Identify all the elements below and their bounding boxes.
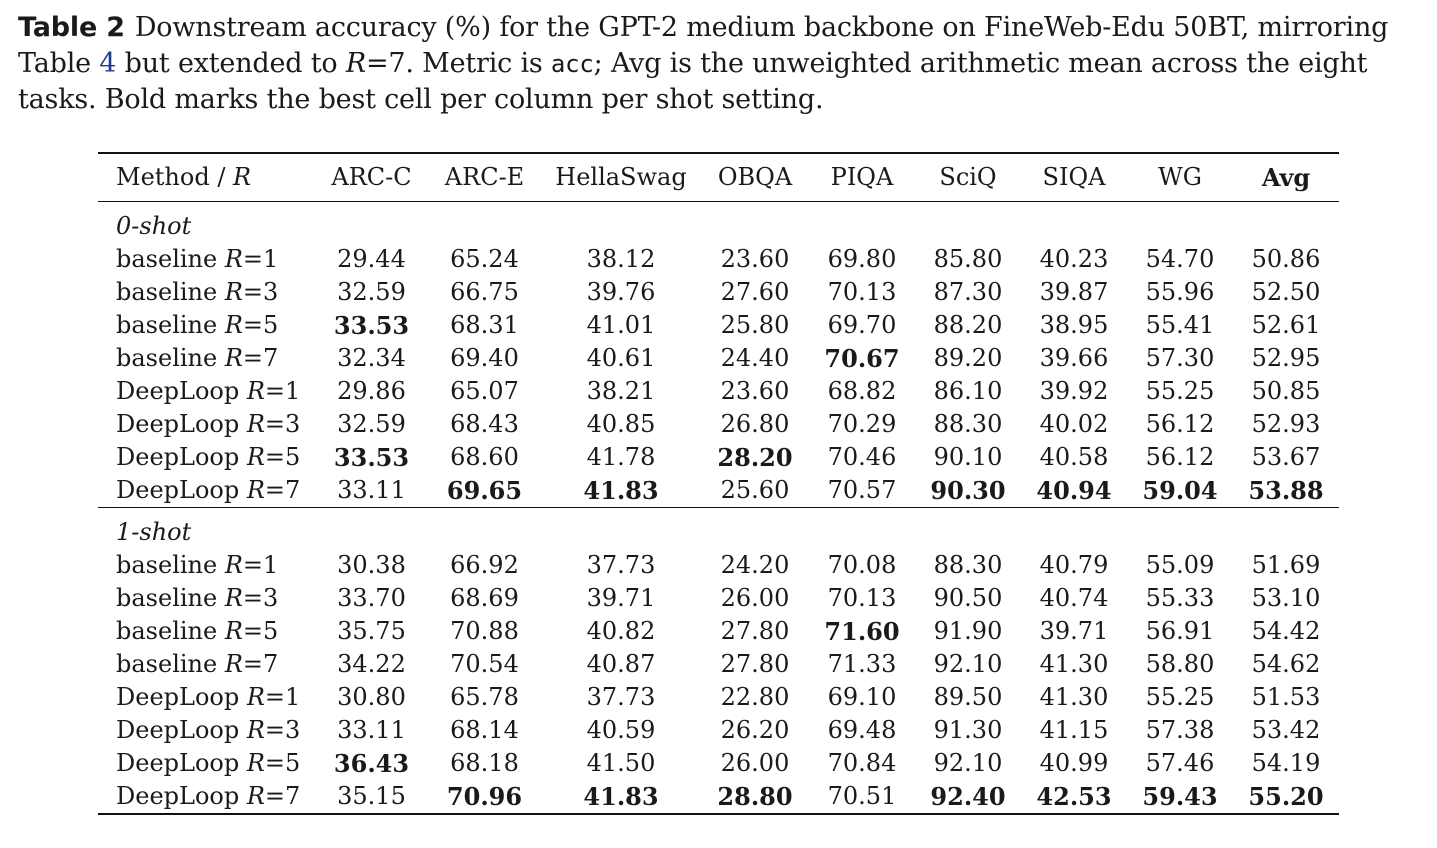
table-row (98, 342, 1339, 375)
value-cell: 23.60 (720, 244, 790, 273)
value-cell: 41.83 (583, 475, 659, 505)
value-cell: 38.95 (1039, 310, 1109, 339)
value-cell: 40.23 (1039, 244, 1109, 273)
value-cell: 92.40 (930, 781, 1006, 811)
method-r-value: =1 (264, 376, 301, 405)
value-cell: 53.67 (1251, 442, 1321, 471)
method-r-var: R (224, 343, 243, 372)
value-cell: 27.60 (720, 277, 790, 306)
method-cell (98, 474, 315, 508)
method-name: DeepLoop (116, 682, 247, 711)
value-cell: 40.87 (586, 649, 656, 678)
header-arc-e: ARC-E (444, 162, 525, 191)
method-name: DeepLoop (116, 781, 247, 810)
value-cell: 41.15 (1039, 715, 1109, 744)
method-name: baseline (116, 583, 225, 612)
value-cell: 56.91 (1145, 616, 1215, 645)
value-cell: 55.33 (1145, 583, 1215, 612)
value-cell: 65.24 (450, 244, 519, 273)
value-cell: 30.38 (337, 550, 406, 579)
method-r-var: R (224, 616, 243, 645)
value-cell: 40.85 (586, 409, 656, 438)
value-cell: 90.30 (930, 475, 1006, 505)
method-name: DeepLoop (116, 748, 247, 777)
value-cell: 32.34 (337, 343, 406, 372)
value-cell: 24.20 (720, 550, 790, 579)
header-avg: Avg (1261, 162, 1311, 192)
caption-text: Downstream accuracy (%) for the GPT-2 medium backbone on FineWeb-Edu 50BT, mirroring Table (18, 12, 1389, 79)
header-hellaswag: HellaSwag (555, 162, 687, 191)
method-name: baseline (116, 310, 225, 339)
value-cell: 70.67 (824, 343, 900, 373)
method-r-var: R (224, 277, 243, 306)
method-r-value: =1 (264, 682, 301, 711)
value-cell: 42.53 (1036, 781, 1112, 811)
method-r-value: =7 (242, 649, 279, 678)
method-r-var: R (246, 475, 265, 504)
value-cell: 54.42 (1251, 616, 1321, 645)
value-cell: 55.20 (1248, 781, 1324, 811)
header-obqa: OBQA (717, 162, 793, 191)
value-cell: 68.43 (450, 409, 519, 438)
value-cell: 38.12 (586, 244, 656, 273)
value-cell: 53.42 (1251, 715, 1321, 744)
method-name: baseline (116, 616, 225, 645)
method-cell (98, 441, 315, 474)
method-r-var: R (246, 442, 265, 471)
value-cell: 52.61 (1251, 310, 1321, 339)
value-cell: 68.69 (450, 583, 519, 612)
value-cell: 89.50 (933, 682, 1003, 711)
method-cell (98, 309, 315, 342)
method-r-value: =5 (242, 310, 279, 339)
value-cell: 52.95 (1251, 343, 1321, 372)
section-header-row (98, 201, 1339, 243)
value-cell: 71.33 (827, 649, 897, 678)
value-cell: 29.86 (337, 376, 406, 405)
value-cell: 26.00 (720, 748, 790, 777)
method-r-var: R (224, 583, 243, 612)
table-reference-link[interactable]: 4 (99, 48, 117, 79)
table-row (98, 582, 1339, 615)
value-cell: 33.11 (337, 475, 406, 504)
method-r-var: R (246, 409, 265, 438)
table-row (98, 276, 1339, 309)
table-row (98, 408, 1339, 441)
value-cell: 32.59 (337, 409, 406, 438)
method-r-var: R (246, 781, 265, 810)
header-method (98, 153, 315, 201)
value-cell: 37.73 (586, 550, 656, 579)
value-cell: 36.43 (333, 748, 410, 778)
value-cell: 56.12 (1145, 442, 1215, 471)
value-cell: 24.40 (720, 343, 790, 372)
method-r-value: =3 (242, 583, 279, 612)
value-cell: 51.69 (1251, 550, 1321, 579)
method-name: DeepLoop (116, 475, 247, 504)
value-cell: 55.41 (1145, 310, 1215, 339)
method-r-value: =7 (264, 475, 301, 504)
table-row (98, 714, 1339, 747)
method-r-value: =1 (242, 244, 279, 273)
value-cell: 28.80 (717, 781, 793, 811)
section-header-row (98, 507, 1339, 549)
value-cell: 50.85 (1251, 376, 1321, 405)
value-cell: 65.78 (450, 682, 519, 711)
method-r-value: =7 (242, 343, 279, 372)
header-sciq: SciQ (939, 162, 997, 191)
method-name: baseline (116, 244, 225, 273)
table-row (98, 681, 1339, 714)
method-name: DeepLoop (116, 376, 247, 405)
method-name: baseline (116, 649, 225, 678)
value-cell: 52.93 (1251, 409, 1321, 438)
value-cell: 69.40 (450, 343, 519, 372)
value-cell: 55.25 (1145, 682, 1215, 711)
value-cell: 40.79 (1039, 550, 1109, 579)
value-cell: 28.20 (717, 442, 793, 472)
method-r-value: =3 (264, 409, 301, 438)
value-cell: 65.07 (450, 376, 519, 405)
value-cell: 55.09 (1145, 550, 1215, 579)
header-method-var: R (233, 162, 252, 191)
method-r-var: R (224, 244, 243, 273)
method-name: DeepLoop (116, 442, 247, 471)
value-cell: 54.19 (1251, 748, 1321, 777)
value-cell: 40.58 (1039, 442, 1109, 471)
value-cell: 40.59 (586, 715, 656, 744)
method-cell (98, 747, 315, 780)
value-cell: 70.96 (446, 781, 523, 811)
value-cell: 68.82 (827, 376, 897, 405)
value-cell: 25.80 (720, 310, 790, 339)
value-cell: 68.14 (450, 715, 519, 744)
value-cell: 91.90 (933, 616, 1003, 645)
method-cell (98, 615, 315, 648)
table-row (98, 474, 1339, 508)
value-cell: 70.29 (827, 409, 897, 438)
value-cell: 26.20 (720, 715, 790, 744)
method-cell (98, 714, 315, 747)
table-row (98, 441, 1339, 474)
value-cell: 40.74 (1039, 583, 1109, 612)
value-cell: 32.59 (337, 277, 406, 306)
table-row (98, 309, 1339, 342)
value-cell: 33.53 (333, 310, 410, 340)
value-cell: 52.50 (1251, 277, 1321, 306)
method-r-var: R (224, 310, 243, 339)
value-cell: 70.51 (827, 781, 897, 810)
value-cell: 25.60 (720, 475, 790, 504)
table-row (98, 243, 1339, 276)
value-cell: 68.60 (450, 442, 519, 471)
value-cell: 69.48 (827, 715, 897, 744)
value-cell: 34.22 (337, 649, 406, 678)
value-cell: 69.65 (446, 475, 523, 505)
value-cell: 33.53 (333, 442, 410, 472)
value-cell: 90.50 (933, 583, 1003, 612)
value-cell: 58.80 (1145, 649, 1215, 678)
method-r-var: R (224, 649, 243, 678)
method-cell (98, 342, 315, 375)
method-r-var: R (246, 748, 265, 777)
table-row (98, 615, 1339, 648)
method-cell (98, 648, 315, 681)
method-cell (98, 549, 315, 582)
value-cell: 66.92 (450, 550, 519, 579)
value-cell: 71.60 (824, 616, 900, 646)
header-method-text: Method / (116, 162, 234, 191)
value-cell: 57.38 (1145, 715, 1215, 744)
table-row (98, 747, 1339, 780)
method-name: baseline (116, 550, 225, 579)
value-cell: 66.75 (450, 277, 519, 306)
value-cell: 57.46 (1145, 748, 1215, 777)
value-cell: 40.99 (1039, 748, 1109, 777)
method-r-var: R (224, 550, 243, 579)
value-cell: 23.60 (720, 376, 790, 405)
value-cell: 41.30 (1039, 682, 1109, 711)
value-cell: 30.80 (337, 682, 406, 711)
value-cell: 85.80 (933, 244, 1003, 273)
value-cell: 35.75 (337, 616, 406, 645)
value-cell: 70.84 (827, 748, 897, 777)
method-name: baseline (116, 277, 225, 306)
method-r-value: =3 (242, 277, 279, 306)
value-cell: 35.15 (337, 781, 406, 810)
value-cell: 68.18 (450, 748, 519, 777)
value-cell: 70.88 (450, 616, 519, 645)
value-cell: 40.82 (586, 616, 656, 645)
value-cell: 89.20 (933, 343, 1003, 372)
method-cell (98, 276, 315, 309)
table-header-row (98, 153, 1339, 201)
value-cell: 40.02 (1039, 409, 1109, 438)
value-cell: 33.70 (337, 583, 406, 612)
caption-text: =7. Metric is (365, 48, 551, 79)
header-wg: WG (1158, 162, 1202, 191)
value-cell: 69.70 (827, 310, 897, 339)
value-cell: 69.10 (827, 682, 897, 711)
value-cell: 54.70 (1145, 244, 1215, 273)
method-r-var: R (246, 682, 265, 711)
value-cell: 37.73 (586, 682, 656, 711)
value-cell: 39.71 (1039, 616, 1109, 645)
results-table (98, 152, 1339, 815)
value-cell: 88.30 (933, 409, 1003, 438)
value-cell: 53.88 (1248, 475, 1324, 505)
value-cell: 40.94 (1036, 475, 1112, 505)
method-r-value: =5 (242, 616, 279, 645)
value-cell: 27.80 (720, 616, 790, 645)
table-row (98, 780, 1339, 814)
method-r-value: =5 (264, 748, 301, 777)
value-cell: 22.80 (720, 682, 790, 711)
method-cell (98, 582, 315, 615)
value-cell: 41.01 (586, 310, 656, 339)
value-cell: 70.54 (450, 649, 519, 678)
value-cell: 29.44 (337, 244, 406, 273)
method-cell (98, 681, 315, 714)
method-r-value: =1 (242, 550, 279, 579)
value-cell: 51.53 (1251, 682, 1321, 711)
method-r-var: R (246, 715, 265, 744)
caption-text: ; Avg is the unweighted arithmetic mean across the eight tasks. Bold marks the best cell per column per shot setting. (18, 48, 1368, 115)
value-cell: 53.10 (1251, 583, 1321, 612)
value-cell: 41.30 (1039, 649, 1109, 678)
value-cell: 91.30 (933, 715, 1003, 744)
value-cell: 54.62 (1251, 649, 1321, 678)
value-cell: 55.25 (1145, 376, 1215, 405)
value-cell: 92.10 (933, 649, 1003, 678)
table-row (98, 549, 1339, 582)
value-cell: 90.10 (933, 442, 1003, 471)
value-cell: 88.20 (933, 310, 1003, 339)
value-cell: 56.12 (1145, 409, 1215, 438)
table-body (98, 201, 1339, 814)
method-r-value: =5 (264, 442, 301, 471)
value-cell: 87.30 (933, 277, 1003, 306)
value-cell: 70.08 (827, 550, 897, 579)
value-cell: 55.96 (1145, 277, 1215, 306)
caption-code-metric: acc (550, 50, 594, 78)
method-cell (98, 780, 315, 814)
value-cell: 68.31 (450, 310, 519, 339)
value-cell: 70.57 (827, 475, 897, 504)
value-cell: 59.43 (1142, 781, 1218, 811)
caption-text: but extended to (116, 48, 346, 79)
section-label: 1-shot (116, 517, 192, 546)
value-cell: 26.80 (720, 409, 790, 438)
value-cell: 38.21 (586, 376, 656, 405)
value-cell: 59.04 (1142, 475, 1218, 505)
caption-math-variable: R (345, 48, 366, 79)
value-cell: 69.80 (827, 244, 897, 273)
method-cell (98, 375, 315, 408)
method-cell (98, 243, 315, 276)
header-arc-c: ARC-C (331, 162, 412, 191)
value-cell: 70.13 (827, 277, 897, 306)
value-cell: 26.00 (720, 583, 790, 612)
value-cell: 92.10 (933, 748, 1003, 777)
value-cell: 41.83 (583, 781, 659, 811)
table-caption (18, 10, 1423, 118)
method-name: DeepLoop (116, 715, 247, 744)
value-cell: 39.66 (1039, 343, 1109, 372)
value-cell: 86.10 (933, 376, 1003, 405)
table-label: Table 2 (18, 12, 125, 43)
value-cell: 39.87 (1039, 277, 1109, 306)
value-cell: 70.46 (827, 442, 897, 471)
value-cell: 41.78 (586, 442, 656, 471)
value-cell: 39.92 (1039, 376, 1109, 405)
header-piqa: PIQA (830, 162, 894, 191)
value-cell: 57.30 (1145, 343, 1215, 372)
header-siqa: SIQA (1042, 162, 1106, 191)
method-r-value: =3 (264, 715, 301, 744)
value-cell: 70.13 (827, 583, 897, 612)
method-r-value: =7 (264, 781, 301, 810)
method-name: DeepLoop (116, 409, 247, 438)
table-row (98, 375, 1339, 408)
value-cell: 50.86 (1251, 244, 1321, 273)
method-r-var: R (246, 376, 265, 405)
method-name: baseline (116, 343, 225, 372)
section-label: 0-shot (116, 211, 192, 240)
value-cell: 39.71 (586, 583, 656, 612)
value-cell: 41.50 (586, 748, 656, 777)
value-cell: 33.11 (337, 715, 406, 744)
method-cell (98, 408, 315, 441)
value-cell: 88.30 (933, 550, 1003, 579)
table-row (98, 648, 1339, 681)
value-cell: 27.80 (720, 649, 790, 678)
value-cell: 39.76 (586, 277, 656, 306)
value-cell: 40.61 (586, 343, 656, 372)
